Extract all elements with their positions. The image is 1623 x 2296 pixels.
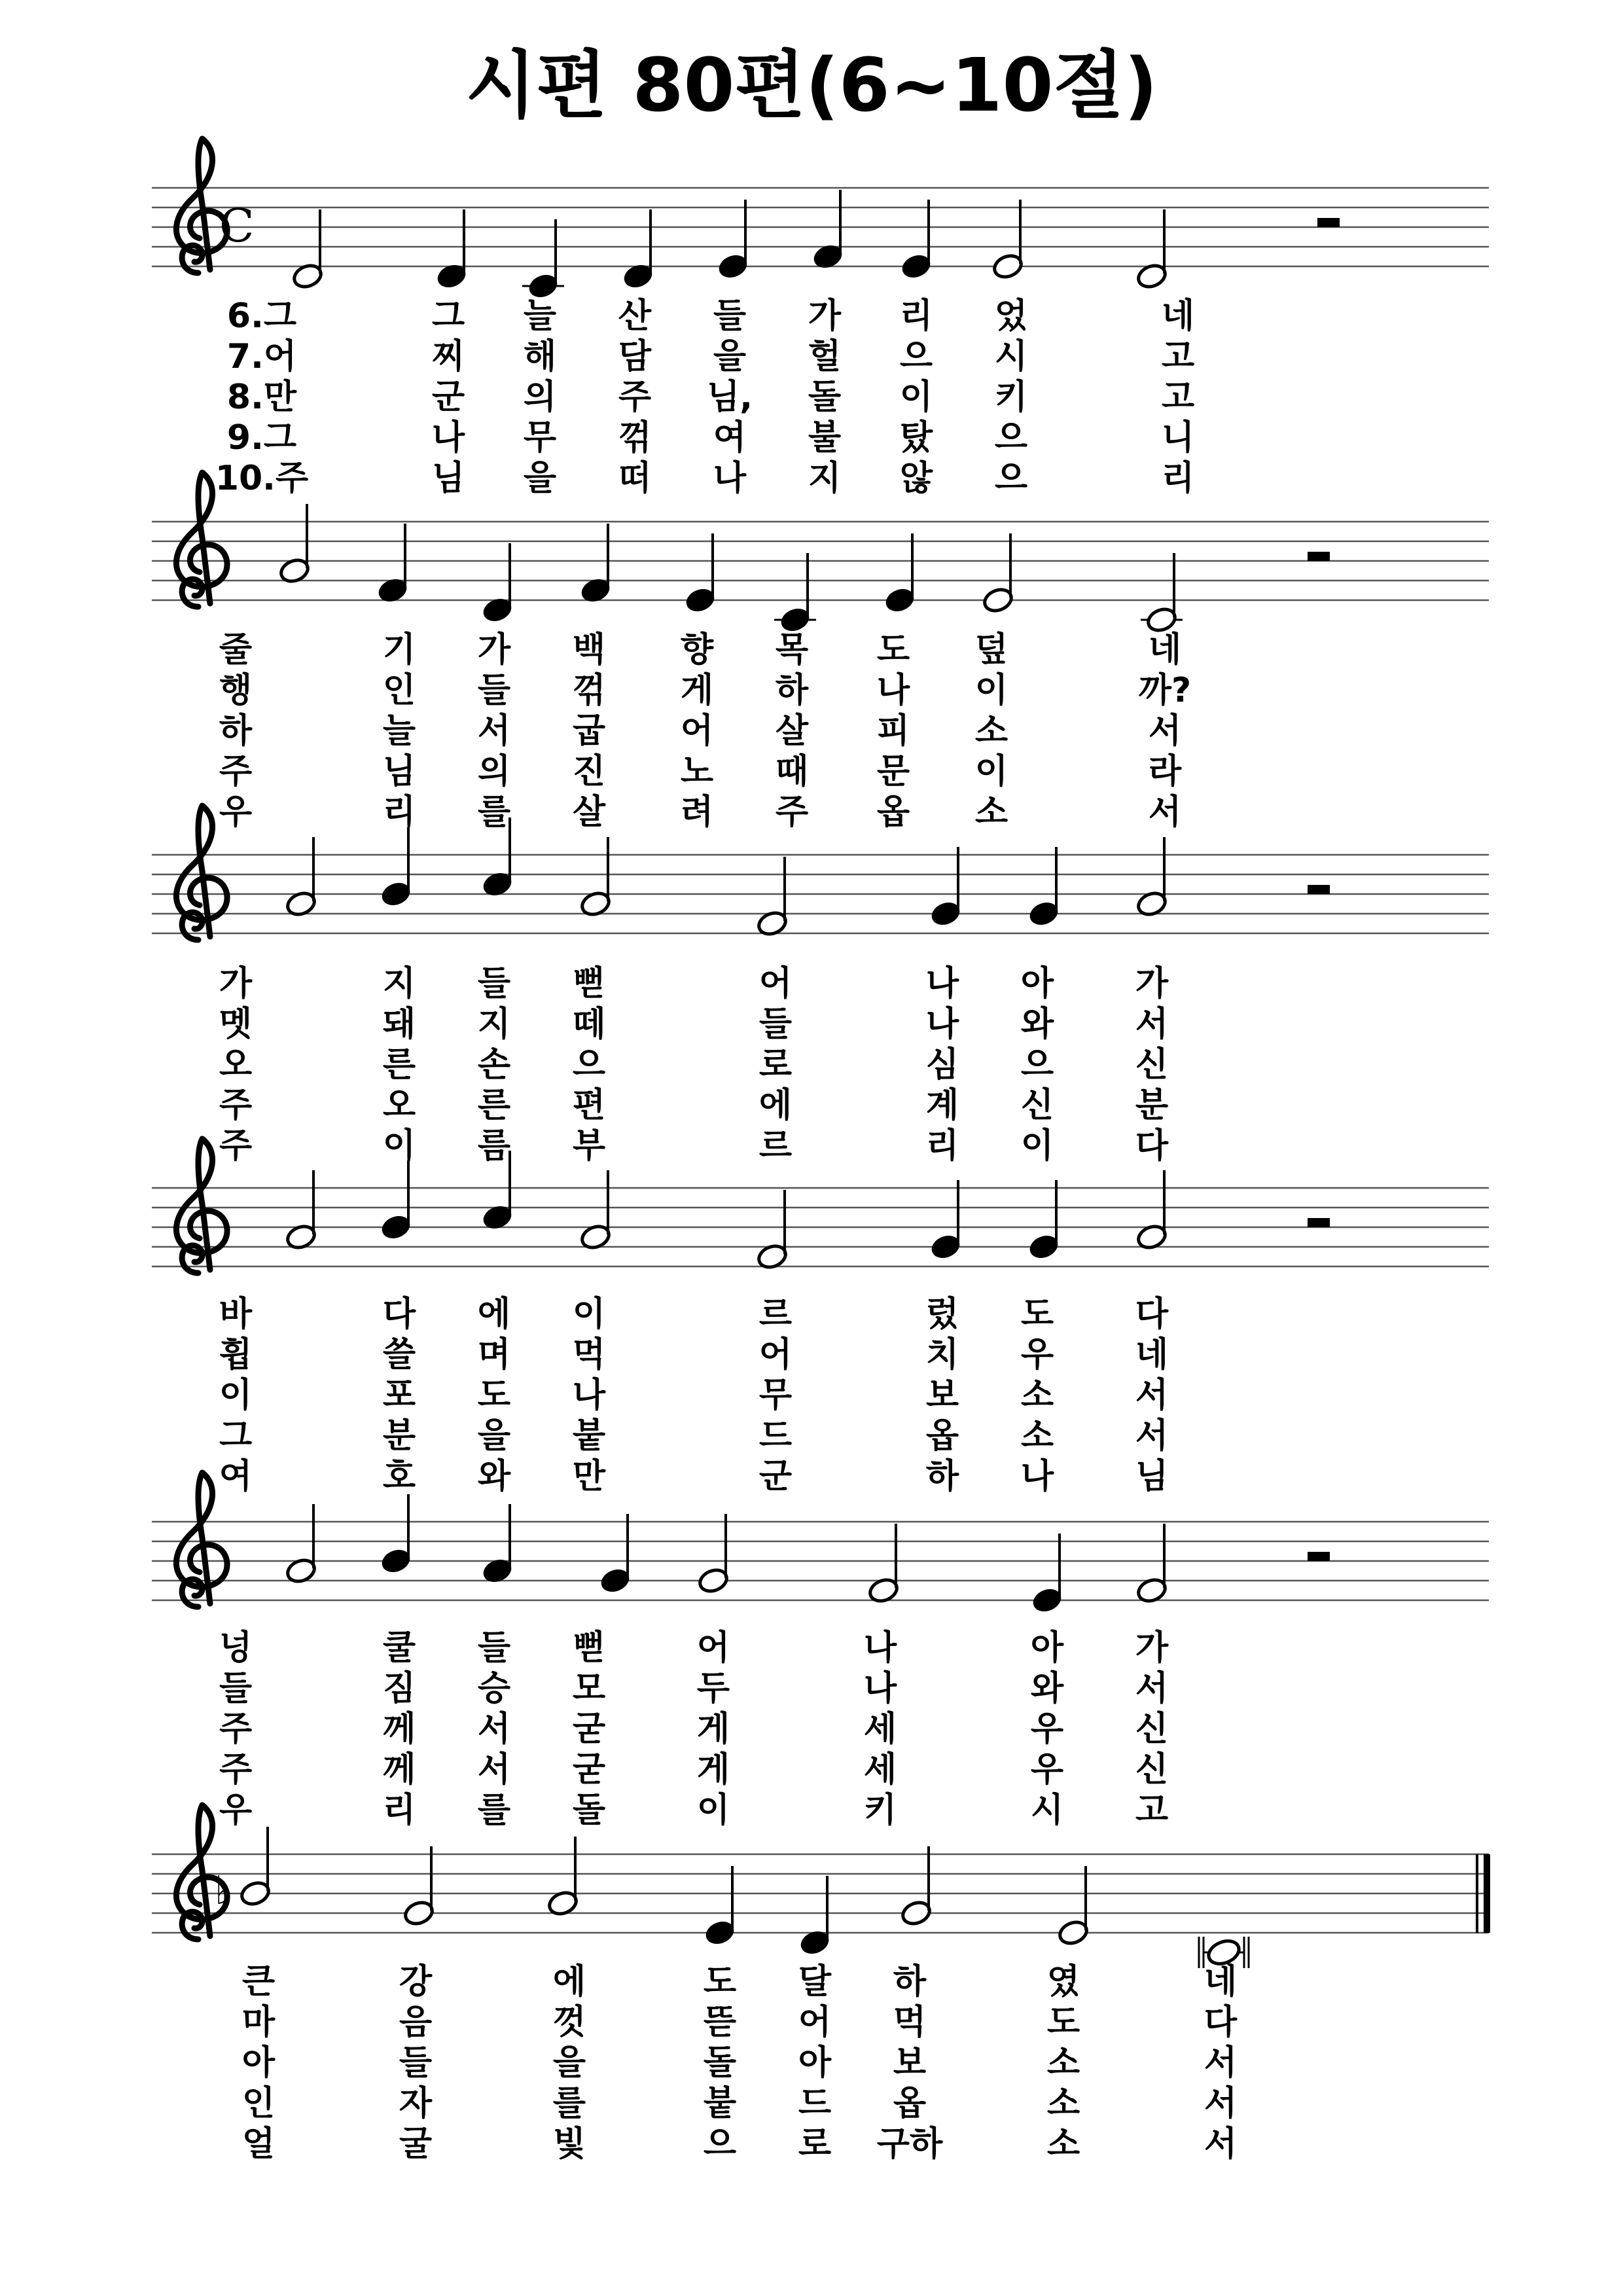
lyric-syllable: 네: [1204, 1962, 1238, 2001]
lyric-syllable: 우: [1020, 1335, 1054, 1374]
lyric-syllable: 들: [477, 671, 511, 710]
lyric-syllable: 분: [382, 1416, 416, 1456]
lyric-syllable: 가: [1135, 1628, 1169, 1668]
lyric-syllable: 고: [1161, 337, 1195, 376]
lyric-syllable: 서: [1204, 2125, 1238, 2164]
lyric-syllable: 서: [1148, 793, 1182, 832]
lyric-syllable: 늘: [523, 296, 557, 336]
lyric-syllable: 으: [994, 459, 1028, 498]
lyric-syllable: 그: [219, 1416, 253, 1456]
lyric-syllable: 바: [219, 1295, 253, 1334]
lyric-syllable: 이: [899, 378, 933, 417]
lyric-syllable: 으: [994, 418, 1028, 457]
lyric-syllable: 드: [798, 2084, 832, 2123]
lyric-syllable: 마: [241, 2003, 276, 2042]
staff-system: [152, 1139, 1489, 1496]
lyric-syllable: 도: [1046, 2003, 1080, 2042]
lyric-syllable: 구하: [876, 2125, 943, 2164]
lyric-syllable: 나: [1020, 1457, 1054, 1496]
lyric-syllable: 도: [703, 1962, 737, 2001]
lyric-syllable: 으: [899, 337, 933, 376]
lyric-syllable: 신: [1135, 1750, 1169, 1789]
lyric-syllable: 님: [1135, 1457, 1169, 1496]
lyric-syllable: 주: [219, 1086, 253, 1125]
lyric-syllable: 가: [477, 630, 511, 670]
lyric-syllable: 붙: [572, 1416, 606, 1456]
lyric-syllable: 름: [477, 1126, 511, 1166]
lyric-syllable: 진: [572, 752, 606, 791]
lyric-syllable: 서: [1204, 2084, 1238, 2123]
lyric-syllable: 손: [477, 1045, 511, 1085]
lyric-syllable: 지: [477, 1005, 511, 1044]
half-rest: [1308, 552, 1330, 561]
lyric-syllable: 살: [572, 793, 606, 832]
lyric-syllable: 헐: [808, 337, 842, 376]
lyric-syllable: 키: [994, 378, 1028, 417]
lyric-syllable: 서: [477, 1710, 511, 1749]
lyric-syllable: 렀: [925, 1295, 959, 1334]
lyric-syllable: 담: [618, 337, 652, 376]
lyric-syllable: 6.그: [226, 296, 297, 336]
lyric-syllable: 9.그: [226, 418, 297, 457]
lyric-syllable: 나: [863, 1669, 897, 1708]
lyric-syllable: 였: [1046, 1962, 1080, 2001]
lyric-syllable: 려: [680, 793, 714, 832]
lyric-syllable: 을: [523, 459, 557, 498]
lyric-syllable: 로: [758, 1045, 793, 1085]
lyric-syllable: 에: [758, 1086, 793, 1125]
lyric-syllable: 에: [552, 1962, 586, 2001]
lyric-syllable: 주: [219, 752, 253, 791]
lyric-syllable: 서: [477, 1750, 511, 1789]
lyric-syllable: 주: [775, 793, 809, 832]
lyric-syllable: 강: [399, 1962, 433, 2001]
lyric-syllable: 뻗: [572, 1628, 606, 1668]
lyric-syllable: 를: [477, 1791, 511, 1830]
lyric-syllable: 소: [1046, 2043, 1080, 2083]
lyric-syllable: 목: [775, 630, 809, 670]
lyric-syllable: 인: [382, 671, 416, 710]
lyric-syllable: 어: [758, 1335, 793, 1374]
lyric-syllable: 보: [893, 2043, 927, 2083]
lyric-syllable: 우: [1030, 1710, 1064, 1749]
lyric-syllable: 에: [477, 1295, 511, 1334]
lyric-syllable: 님: [382, 752, 416, 791]
lyric-syllable: 행: [219, 671, 253, 710]
lyric-syllable: 돌: [703, 2043, 737, 2083]
lyric-syllable: 와: [1030, 1669, 1064, 1708]
lyric-syllable: 리: [382, 793, 416, 832]
lyric-syllable: 르: [758, 1126, 793, 1166]
lyric-syllable: 세: [863, 1750, 897, 1789]
lyric-syllable: 어: [696, 1628, 730, 1668]
lyric-syllable: 기: [382, 630, 416, 670]
lyric-syllable: 떼: [572, 1005, 606, 1044]
lyric-syllable: 도: [876, 630, 910, 670]
lyric-syllable: 하: [775, 671, 809, 710]
lyric-syllable: 굳: [572, 1750, 606, 1789]
lyric-syllable: 탔: [899, 418, 933, 457]
lyric-syllable: 돌: [572, 1791, 606, 1830]
lyric-syllable: 뻗: [572, 964, 606, 1003]
lyric-syllable: 을: [713, 337, 747, 376]
lyric-syllable: 향: [680, 630, 714, 670]
lyric-syllable: 늘: [382, 711, 416, 751]
lyric-syllable: 들: [758, 1005, 793, 1044]
lyric-syllable: 음: [399, 2003, 433, 2042]
lyric-syllable: 네: [1161, 296, 1195, 336]
lyric-syllable: 르: [758, 1295, 793, 1334]
lyric-syllable: 오: [382, 1086, 416, 1125]
lyric-syllable: 10.주: [215, 459, 309, 498]
lyric-syllable: 서: [1148, 711, 1182, 751]
lyric-syllable: 인: [241, 2084, 276, 2123]
lyric-syllable: 주: [219, 1710, 253, 1749]
lyric-syllable: 아: [798, 2043, 832, 2083]
lyric-syllable: 오: [219, 1045, 253, 1085]
lyric-syllable: 서: [1135, 1416, 1169, 1456]
lyric-syllable: 무: [758, 1376, 793, 1415]
lyric-syllable: 우: [1030, 1750, 1064, 1789]
lyric-syllable: 두: [696, 1669, 730, 1708]
half-rest: [1308, 1552, 1330, 1561]
lyric-syllable: 멧: [219, 1005, 253, 1044]
lyric-syllable: 계: [925, 1086, 959, 1125]
lyric-syllable: 도: [477, 1376, 511, 1415]
lyric-syllable: 었: [994, 296, 1028, 336]
lyric-syllable: 심: [925, 1045, 959, 1085]
lyric-syllable: 서: [1135, 1376, 1169, 1415]
lyric-syllable: 피: [876, 711, 910, 751]
lyric-syllable: 도: [1020, 1295, 1054, 1334]
lyric-syllable: 굴: [399, 2125, 433, 2164]
lyric-syllable: 나: [925, 1005, 959, 1044]
lyric-syllable: 리: [1161, 459, 1195, 498]
staff-system: [152, 139, 1489, 498]
lyric-syllable: 돼: [382, 1005, 416, 1044]
lyric-syllable: 8.만: [226, 378, 297, 417]
lyric-syllable: 나: [925, 964, 959, 1003]
lyric-syllable: 신: [1135, 1045, 1169, 1085]
lyric-syllable: 세: [863, 1710, 897, 1749]
lyric-syllable: 네: [1135, 1335, 1169, 1374]
lyric-syllable: 시: [994, 337, 1028, 376]
lyric-syllable: 로: [798, 2125, 832, 2164]
staff-system: [152, 473, 1489, 832]
lyric-syllable: 소: [974, 793, 1008, 832]
lyric-syllable: 여: [219, 1457, 253, 1496]
lyric-syllable: 으: [572, 1045, 606, 1085]
lyric-syllable: 우: [219, 1791, 253, 1830]
lyric-syllable: 서: [477, 711, 511, 751]
lyric-syllable: 치: [925, 1335, 959, 1374]
lyric-syllable: 소: [1020, 1376, 1054, 1415]
lyric-syllable: 백: [572, 630, 606, 670]
lyric-syllable: 분: [1135, 1086, 1169, 1125]
lyric-syllable: 하: [925, 1457, 959, 1496]
lyric-syllable: 옵: [925, 1416, 959, 1456]
lyric-syllable: 키: [863, 1791, 897, 1830]
lyric-syllable: 쓸: [382, 1335, 416, 1374]
lyric-syllable: 불: [808, 418, 842, 457]
lyric-syllable: 하: [893, 1962, 927, 2001]
half-rest: [1317, 218, 1340, 227]
lyric-syllable: 이: [1020, 1126, 1054, 1166]
lyric-syllable: 아: [1020, 964, 1054, 1003]
lyric-syllable: 으: [1020, 1045, 1054, 1085]
lyric-syllable: 들: [399, 2043, 433, 2083]
lyric-syllable: 다: [1135, 1295, 1169, 1334]
lyric-syllable: 와: [1020, 1005, 1054, 1044]
flat-icon: ♭: [215, 1868, 234, 1914]
lyric-syllable: 지: [382, 964, 416, 1003]
lyric-syllable: 어: [758, 964, 793, 1003]
lyric-syllable: 들: [477, 964, 511, 1003]
lyric-syllable: 찌: [431, 337, 465, 376]
lyric-syllable: 고: [1135, 1791, 1169, 1830]
lyric-syllable: 문: [876, 752, 910, 791]
lyric-syllable: 포: [382, 1376, 416, 1415]
lyric-syllable: 덮: [974, 630, 1008, 670]
lyric-syllable: 이: [696, 1791, 730, 1830]
lyric-syllable: 게: [696, 1750, 730, 1789]
lyric-syllable: 을: [552, 2043, 586, 2083]
staff-system: [152, 1805, 1490, 2164]
lyric-syllable: 옵: [876, 793, 910, 832]
lyric-syllable: 아: [241, 2043, 276, 2083]
lyric-syllable: 나: [572, 1376, 606, 1415]
lyric-syllable: 니: [1161, 418, 1195, 457]
lyric-syllable: 시: [1030, 1791, 1064, 1830]
lyric-syllable: 달: [798, 1962, 832, 2001]
lyric-syllable: 쿨: [382, 1628, 416, 1668]
lyric-syllable: 네: [1148, 630, 1182, 670]
lyric-syllable: 큰: [241, 1962, 276, 2001]
lyric-syllable: 살: [775, 711, 809, 751]
lyric-syllable: 꺾: [572, 671, 606, 710]
lyric-syllable: 까?: [1138, 671, 1192, 710]
lyric-syllable: 어: [798, 2003, 832, 2042]
lyric-syllable: 옵: [893, 2084, 927, 2123]
lyric-syllable: 여: [713, 418, 747, 457]
lyric-syllable: 얼: [241, 2125, 276, 2164]
lyric-syllable: 게: [696, 1710, 730, 1749]
lyric-syllable: 지: [808, 459, 842, 498]
lyric-syllable: 가: [219, 964, 253, 1003]
lyric-syllable: 게: [680, 671, 714, 710]
lyric-syllable: 의: [477, 752, 511, 791]
lyric-syllable: 편: [572, 1086, 606, 1125]
lyric-syllable: 돌: [808, 378, 842, 417]
lyric-syllable: 고: [1161, 378, 1195, 417]
lyric-syllable: 들: [477, 1628, 511, 1668]
lyric-syllable: 굳: [572, 1710, 606, 1749]
lyric-syllable: 께: [382, 1710, 416, 1749]
lyric-syllable: 가: [808, 296, 842, 336]
lyric-syllable: 껏: [552, 2003, 586, 2042]
lyric-syllable: 군: [431, 378, 465, 417]
lyric-syllable: 이: [572, 1295, 606, 1334]
lyric-syllable: 빛: [552, 2125, 586, 2164]
lyric-syllable: 를: [552, 2084, 586, 2123]
lyric-syllable: 른: [382, 1045, 416, 1085]
lyric-syllable: 군: [758, 1457, 793, 1496]
lyric-syllable: 가: [1135, 964, 1169, 1003]
lyric-syllable: 이: [382, 1126, 416, 1166]
lyric-syllable: 무: [523, 418, 557, 457]
lyric-syllable: 리: [382, 1791, 416, 1830]
lyric-syllable: 굽: [572, 711, 606, 751]
lyric-syllable: 짐: [382, 1669, 416, 1708]
lyric-syllable: 며: [477, 1335, 511, 1374]
lyric-syllable: 떠: [618, 459, 652, 498]
lyric-syllable: 리: [925, 1126, 959, 1166]
lyric-syllable: 신: [1020, 1086, 1054, 1125]
lyric-syllable: 그: [431, 296, 465, 336]
lyric-syllable: 께: [382, 1750, 416, 1789]
lyric-syllable: 우: [219, 793, 253, 832]
lyric-syllable: 나: [431, 418, 465, 457]
lyric-syllable: 다: [382, 1295, 416, 1334]
staff-system: [152, 806, 1489, 1166]
lyric-syllable: 줄: [219, 630, 253, 670]
lyric-syllable: 소: [974, 711, 1008, 751]
time-signature: C: [219, 199, 255, 253]
lyric-syllable: 를: [477, 793, 511, 832]
lyric-syllable: 붙: [703, 2084, 737, 2123]
lyric-syllable: 때: [775, 752, 809, 791]
page-title: 시편 80편(6~10절): [465, 43, 1158, 128]
lyric-syllable: 나: [863, 1628, 897, 1668]
final-barline-thick: [1484, 1854, 1490, 1933]
lyric-syllable: 이: [974, 671, 1008, 710]
half-rest: [1308, 1218, 1330, 1227]
lyric-syllable: 른: [477, 1086, 511, 1125]
lyric-syllable: 넝: [219, 1628, 253, 1668]
lyric-syllable: 서: [1135, 1669, 1169, 1708]
lyric-syllable: 휩: [219, 1335, 253, 1374]
lyric-syllable: 드: [758, 1416, 793, 1456]
lyric-syllable: 들: [713, 296, 747, 336]
lyric-syllable: 꺾: [618, 418, 652, 457]
lyric-syllable: 산: [618, 296, 652, 336]
lyric-syllable: 이: [219, 1376, 253, 1415]
lyric-syllable: 서: [1135, 1005, 1169, 1044]
lyric-syllable: 노: [680, 752, 714, 791]
lyric-syllable: 아: [1030, 1628, 1064, 1668]
lyric-syllable: 보: [925, 1376, 959, 1415]
lyric-syllable: 주: [618, 378, 652, 417]
lyric-syllable: 모: [572, 1669, 606, 1708]
lyric-syllable: 소: [1020, 1416, 1054, 1456]
lyric-syllable: 주: [219, 1126, 253, 1166]
lyric-syllable: 나: [876, 671, 910, 710]
lyric-syllable: 다: [1204, 2003, 1238, 2042]
lyric-syllable: 라: [1148, 752, 1182, 791]
lyric-syllable: 소: [1046, 2125, 1080, 2164]
lyric-syllable: 어: [680, 711, 714, 751]
lyric-syllable: 와: [477, 1457, 511, 1496]
lyric-syllable: 리: [899, 296, 933, 336]
lyric-syllable: 님,: [707, 378, 753, 417]
lyric-syllable: 7.어: [226, 337, 297, 376]
lyric-syllable: 부: [572, 1126, 606, 1166]
lyric-syllable: 서: [1204, 2043, 1238, 2083]
lyric-syllable: 으: [703, 2125, 737, 2164]
lyric-syllable: 하: [219, 711, 253, 751]
lyric-syllable: 먹: [893, 2003, 927, 2042]
staff-system: [152, 1473, 1489, 1830]
lyric-syllable: 뜯: [703, 2003, 737, 2042]
lyric-syllable: 나: [713, 459, 747, 498]
lyric-syllable: 호: [382, 1457, 416, 1496]
lyric-syllable: 해: [523, 337, 557, 376]
lyric-syllable: 소: [1046, 2084, 1080, 2123]
lyric-syllable: 이: [974, 752, 1008, 791]
lyric-syllable: 다: [1135, 1126, 1169, 1166]
lyric-syllable: 만: [572, 1457, 606, 1496]
half-rest: [1308, 885, 1330, 894]
lyric-syllable: 을: [477, 1416, 511, 1456]
lyric-syllable: 신: [1135, 1710, 1169, 1749]
lyric-syllable: 않: [899, 459, 933, 498]
lyric-syllable: 주: [219, 1750, 253, 1789]
lyric-syllable: 자: [399, 2084, 433, 2123]
lyric-syllable: 먹: [572, 1335, 606, 1374]
lyric-syllable: 승: [477, 1669, 511, 1708]
lyric-syllable: 들: [219, 1669, 253, 1708]
lyric-syllable: 의: [523, 378, 557, 417]
lyric-syllable: 님: [431, 459, 465, 498]
